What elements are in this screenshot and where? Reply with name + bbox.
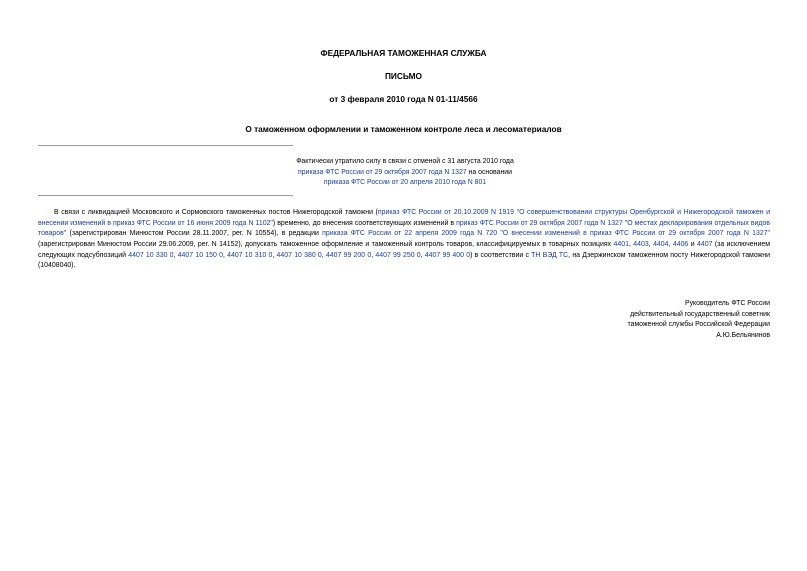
link-code-4404[interactable]: 4404 bbox=[653, 240, 669, 248]
link-code-4407[interactable]: 4407 bbox=[697, 240, 713, 248]
status-note-link-order-1327[interactable]: приказа ФТС России от 29 октября 2007 года N 1327 bbox=[298, 168, 467, 176]
body-text-5: (за исключением следующих подсубпозиций bbox=[38, 240, 770, 259]
agency-title: ФЕДЕРАЛЬНАЯ ТАМОЖЕННАЯ СЛУЖБА bbox=[320, 48, 487, 58]
body-text-1: В связи с ликвидацией Московского и Сормовского таможенных постов Нижегородской таможни ( bbox=[54, 209, 378, 216]
body-text-3: (зарегистрирован Минюстом России 28.11.2007, рег. N 10554), в редакции bbox=[66, 230, 323, 238]
link-subcode-4407-10-380-0[interactable]: 4407 10 380 0 bbox=[276, 251, 322, 259]
status-note-line2-suffix: на основании bbox=[466, 168, 512, 176]
top-divider bbox=[38, 145, 293, 146]
link-subcode-4407-10-150-0[interactable]: 4407 10 150 0 bbox=[177, 251, 223, 259]
signature-position: Руководитель ФТС России bbox=[685, 300, 770, 307]
document-type: ПИСЬМО bbox=[384, 71, 423, 81]
signature-rank-2: таможенной службы Российской Федерации bbox=[627, 321, 770, 328]
signature-block bbox=[560, 299, 770, 341]
link-subcode-4407-10-330-0[interactable]: 4407 10 330 0 bbox=[128, 251, 174, 259]
signature-name: А.Ю.Бельянинов bbox=[716, 331, 770, 339]
status-note-link-order-801[interactable]: приказа ФТС России от 20 апреля 2010 года N 801 bbox=[323, 179, 487, 187]
link-code-4403[interactable]: 4403 bbox=[633, 240, 649, 248]
link-order-1919[interactable]: приказ ФТС России от 20.10.2009 N 1919 "О совершенствовании структуры Оренбургской и Нижегородской таможен и внесении изменений в приказ ФТС России от 16 июня 2009 года N 1102" bbox=[38, 209, 770, 227]
link-subcode-4407-10-310-0[interactable]: 4407 10 310 0 bbox=[227, 251, 273, 259]
signature-rank-1: действительный государственный советник bbox=[630, 310, 770, 318]
status-note-line2 bbox=[230, 168, 580, 179]
link-order-1327[interactable]: приказ ФТС России от 29 октября 2007 года N 1327 "О местах декларирования отдельных видов товаров" bbox=[38, 219, 770, 238]
link-subcode-4407-99-200-0[interactable]: 4407 99 200 0 bbox=[325, 251, 372, 259]
status-note bbox=[230, 157, 580, 189]
body-text-7: , на Дзержинском таможенном посту Нижегородской таможни (10408040). bbox=[38, 251, 770, 270]
bottom-divider bbox=[38, 195, 293, 196]
body-text-2: ) временно, до внесения соответствующих изменений в bbox=[272, 219, 457, 227]
body-text-4: (зарегистрирован Минюстом России 29.06.2009, рег. N 14152), допускать таможенное оформление и таможенный контроль товаров, классифицируемых в товарных позициях bbox=[38, 240, 614, 248]
document-subject: О таможенном оформлении и таможенном контроле леса и лесоматериалов bbox=[245, 124, 562, 134]
link-order-720[interactable]: приказа ФТС России от 22 апреля 2009 года N 720 "О внесении изменений в приказ ФТС России от 29 октября 2007 года N 1327" bbox=[322, 230, 771, 238]
link-subcode-4407-99-400-0[interactable]: 4407 99 400 0 bbox=[424, 251, 471, 259]
letter-body: В связи с ликвидацией Московского и Сормовского таможенных постов Нижегородской таможни (приказ ФТС России от 20.10.2009 N 1919 "О совершенствовании структуры Оренбургской и Нижегородской таможен и внесении изменений в приказ ФТС России от 16 июня 2009 года N 1102") временно, до внесения соответствующих изменений в приказ ФТС России от 29 октября 2007 года N 1327 "О местах декларирования отдельных видов товаров" (зарегистрирован Минюстом России 28.11.2007, рег. N 10554), в редакции приказа ФТС России от 22 апреля 2009 года N 720 "О внесении изменений в приказ ФТС России от 29 октября 2007 года N 1327" (зарегистрирован Минюстом России 29.06.2009, рег. N 14152), допускать таможенное оформление и таможенный контроль товаров, классифицируемых в товарных позициях 4401, 4403, 4404, 4406 и 4407 (за исключением следующих подсубпозиций 4407 10 330 0, 4407 10 150 0, 4407 10 310 0, 4407 10 380 0, 4407 99 200 0, 4407 99 250 0, 4407 99 400 0) в соответствии с ТН ВЭД ТС, на Дзержинском таможенном посту Нижегородской таможни (10408040). bbox=[38, 209, 771, 270]
status-note-line1: Фактически утратило силу в связи с отменой с 31 августа 2010 года bbox=[296, 158, 514, 165]
status-note-line3 bbox=[230, 178, 580, 189]
link-code-4406[interactable]: 4406 bbox=[672, 240, 689, 248]
link-subcode-4407-99-250-0[interactable]: 4407 99 250 0 bbox=[375, 251, 421, 259]
body-text-6: ) в соответствии с bbox=[470, 251, 532, 259]
link-code-4401[interactable]: 4401 bbox=[613, 240, 629, 248]
link-tn-ved-ts[interactable]: ТН ВЭД ТС bbox=[531, 251, 569, 259]
document-date-number: от 3 февраля 2010 года N 01-11/4566 bbox=[329, 94, 478, 104]
